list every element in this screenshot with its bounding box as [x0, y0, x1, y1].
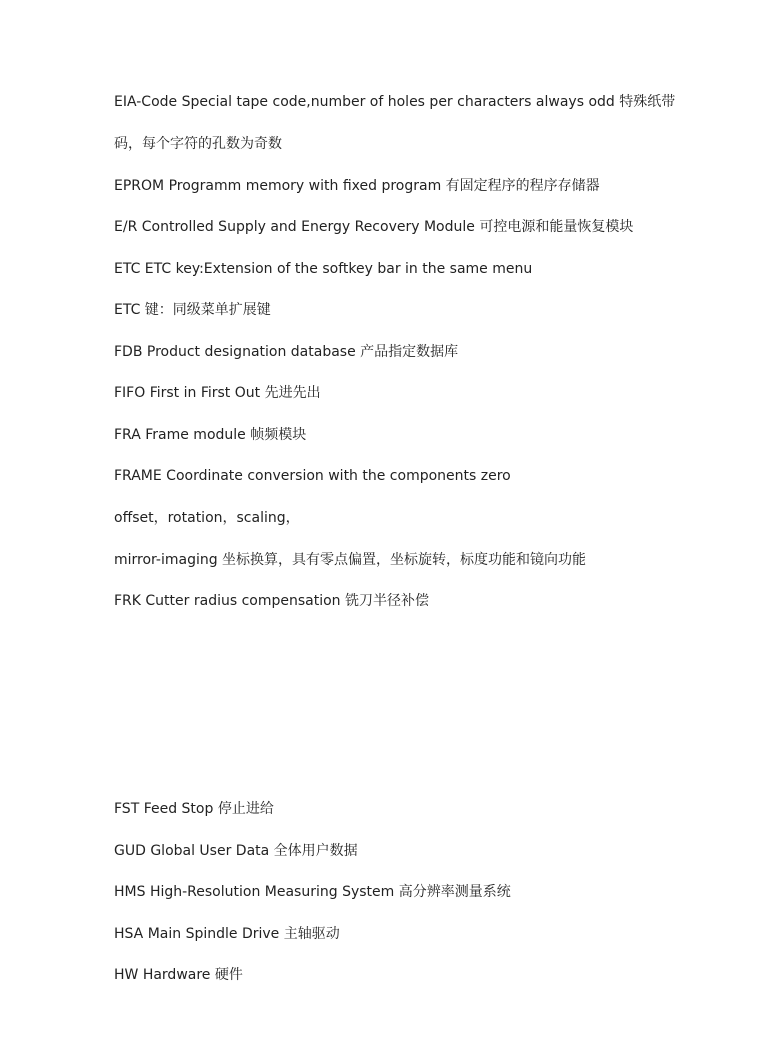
text-line: HW Hardware 硬件	[114, 967, 243, 983]
text-line: mirror-imaging 坐标换算，具有零点偏置，坐标旋转，标度功能和镜向功能	[114, 552, 587, 568]
text-line: ETC ETC key:Extension of the softkey bar in the same menu	[114, 261, 533, 277]
text-line: FRA Frame module 帧频模块	[114, 427, 307, 443]
text-line: ETC 键：同级菜单扩展键	[114, 302, 271, 318]
text-line: FRK Cutter radius compensation 铣刀半径补偿	[114, 593, 429, 609]
text-line: EPROM Programm memory with fixed program 有固定程序的程序存储器	[114, 178, 600, 194]
text-line: FIFO First in First Out 先进先出	[114, 385, 321, 401]
text-line: HSA Main Spindle Drive 主轴驱动	[114, 926, 340, 942]
text-line: E/R Controlled Supply and Energy Recovery Module 可控电源和能量恢复模块	[114, 219, 634, 235]
text-line: EIA-Code Special tape code,number of holes per characters always odd 特殊纸带	[114, 94, 676, 110]
text-line: FDB Product designation database 产品指定数据库	[114, 344, 459, 360]
text-line: offset，rotation，scaling，	[114, 510, 300, 526]
text-line: GUD Global User Data 全体用户数据	[114, 843, 358, 859]
text-line: FRAME Coordinate conversion with the components zero	[114, 468, 511, 484]
text-line: 码，每个字符的孔数为奇数	[114, 136, 282, 152]
text-line: FST Feed Stop 停止进给	[114, 801, 274, 817]
text-line: HMS High-Resolution Measuring System 高分辨率测量系统	[114, 884, 511, 900]
